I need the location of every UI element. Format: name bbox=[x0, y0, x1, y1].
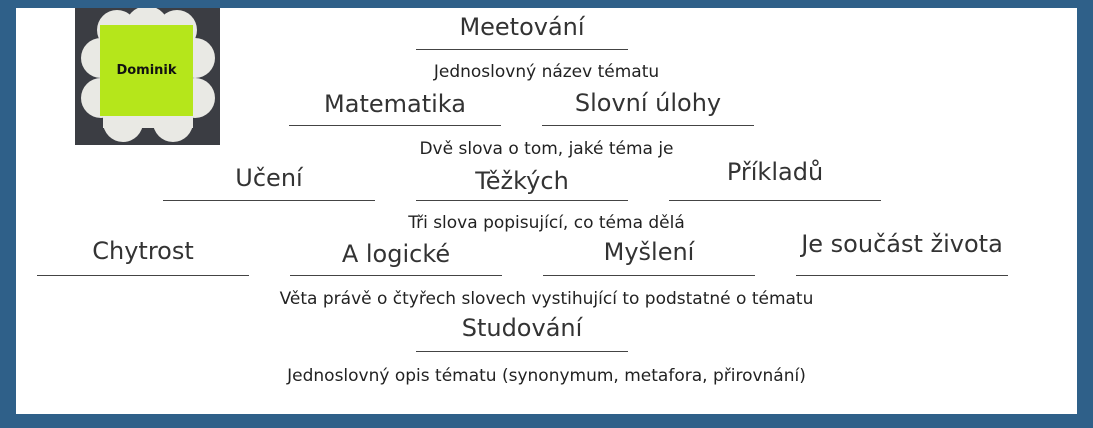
row4-caption: Věta právě o čtyřech slovech vystihující to podstatné o tématu bbox=[279, 289, 814, 309]
four-words-word-3: Myšlení bbox=[603, 238, 695, 266]
four-words-word-4: Je součást života bbox=[801, 230, 1003, 258]
row5-caption: Jednoslovný opis tématu (synonymum, metafora, přirovnání) bbox=[287, 366, 806, 386]
four-words-slot-3 bbox=[543, 237, 755, 276]
synonym-word-slot bbox=[416, 313, 628, 352]
two-words-slot-2 bbox=[542, 88, 754, 126]
two-words-word-2: Slovní úlohy bbox=[574, 89, 722, 117]
three-words-slot-3 bbox=[669, 157, 881, 201]
row2-caption: Dvě slova o tom, jaké téma je bbox=[419, 139, 674, 159]
row3-caption: Tři slova popisující, co téma dělá bbox=[408, 213, 685, 233]
four-words-slot-1 bbox=[37, 236, 249, 276]
title-word-slot bbox=[416, 12, 628, 50]
title-word: Meetování bbox=[459, 13, 585, 41]
three-words-word-2: Těžkých bbox=[475, 167, 569, 195]
two-words-word-1: Matematika bbox=[324, 90, 466, 118]
four-words-word-2: A logické bbox=[341, 240, 451, 268]
four-words-slot-2 bbox=[290, 239, 502, 276]
row1-caption: Jednoslovný název tématu bbox=[433, 62, 660, 82]
three-words-slot-2 bbox=[416, 166, 628, 201]
two-words-slot-1 bbox=[289, 89, 501, 126]
synonym-word: Studování bbox=[461, 314, 583, 342]
three-words-slot-1 bbox=[163, 163, 375, 201]
name-label: Dominik bbox=[116, 63, 177, 78]
three-words-word-1: Učení bbox=[235, 164, 303, 192]
four-words-word-1: Chytrost bbox=[92, 237, 194, 265]
four-words-slot-4 bbox=[796, 229, 1008, 276]
three-words-word-3: Příkladů bbox=[726, 158, 824, 186]
